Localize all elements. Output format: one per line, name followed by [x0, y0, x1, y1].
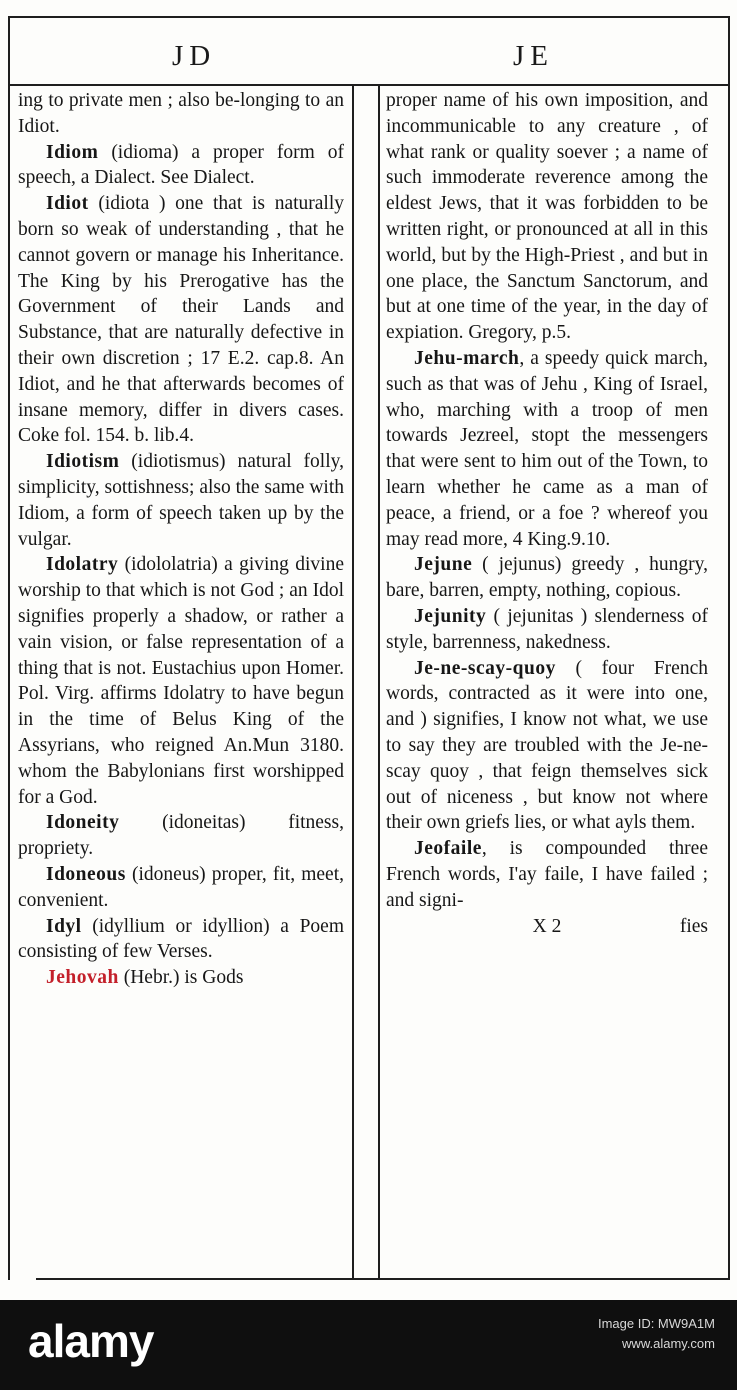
- entry-idiot: Idiot (idiota ) one that is naturally born so weak of understanding , that he cannot govern or manage his Inheritance. The King by his Prerogative has the Government of their Lands and Substance, that are naturally defective in their own discretion ; 17 E.2. cap.8. An Idiot, and he that afterwards becomes of insane memory, differ in divers cases. Coke fol. 154. b. lib.4.: [18, 193, 344, 447]
- entry-idoneous: Idoneous (idoneus) proper, fit, meet, convenient.: [18, 863, 344, 911]
- alamy-logo: alamy: [28, 1315, 154, 1367]
- right-running-head: JE: [513, 40, 554, 72]
- column-divider-left: [352, 86, 354, 1278]
- image-id-block: [598, 1314, 715, 1354]
- left-column: [18, 88, 344, 991]
- watermark-band: [0, 1300, 737, 1390]
- header-rule: [8, 84, 730, 86]
- left-border-rule: [8, 16, 10, 1280]
- entry-jehovah: Jehovah (Hebr.) is Gods: [46, 967, 244, 989]
- jehovah-red-headword: Jehovah: [46, 967, 119, 989]
- entry-idoneity: Idoneity (idoneitas) fitness, propriety.: [18, 812, 344, 860]
- right-entry-continued: proper name of his own imposition, and incommunicable to any creature , of what rank or quality soever ; a name of such immoderate reverence among the eldest Jews, that it was forbidden to be written right, or pronounced at all in this world, but by the High-Priest , and but in one place, the Sanctum Sanctorum, and but at one time of the year, in the day of expiation. Gregory, p.5.: [386, 90, 708, 344]
- signature-mark: X 2: [532, 915, 562, 937]
- entry-je-ne-scay-quoy: Je-ne-scay-quoy ( four French words, contracted as it were into one, and ) signifies, I know not what, we use to say they are troubled with the Je-ne-scay quoy , that feign themselves sick out of niceness , but know not where their own griefs lies, or what ayls them.: [386, 657, 708, 834]
- right-border-rule: [728, 16, 730, 1280]
- entry-idiom: Idiom (idioma) a proper form of speech, a Dialect. See Dialect.: [18, 141, 344, 189]
- catchword: fies: [679, 915, 708, 937]
- column-divider-right: [378, 86, 380, 1278]
- site-url-text: www.alamy.com: [622, 1336, 715, 1351]
- entry-jehu-march: Jehu-march, a speedy quick march, such as that was of Jehu , King of Israel, who, marching with a troop of men towards Jezreel, stopt the messengers that were sent to him out of the Town, to learn whether he came as a man of peace, a friend, or a foe ? whereof you may read more, 4 King.9.10.: [386, 347, 708, 550]
- top-border-rule: [8, 16, 730, 18]
- bottom-border-rule: [36, 1278, 730, 1280]
- left-running-head: JD: [172, 40, 217, 72]
- entry-idyl: Idyl (idyllium or idyllion) a Poem consisting of few Verses.: [18, 915, 344, 963]
- entry-jeofaile: Jeofaile, is compounded three French words, I'ay faile, I have failed ; and signi-: [386, 838, 708, 911]
- entry-idolatry: Idolatry (idololatria) a giving divine worship to that which is not God ; an Idol signifies properly a shadow, or rather a vain vision, or false representation of a thing that is not. Eustachius upon Homer. Pol. Virg. affirms Idolatry to have begun in the time of Belus King of the Assyrians, who reigned An.Mun 3180. whom the Babylonians first worshipped for a God.: [18, 554, 344, 808]
- left-entry-continued: ing to private men ; also be-longing to an Idiot.: [18, 90, 344, 137]
- page-footer-line: [386, 914, 708, 940]
- right-column: [386, 88, 708, 939]
- entry-jejune: Jejune ( jejunus) greedy , hungry, bare, barren, empty, nothing, copious.: [386, 554, 708, 602]
- image-id-text: Image ID: MW9A1M: [597, 1316, 715, 1331]
- entry-jejunity: Jejunity ( jejunitas ) slenderness of style, barrenness, nakedness.: [386, 605, 708, 653]
- entry-idiotism: Idiotism (idiotismus) natural folly, simplicity, sottishness; also the same with Idiom, a form of speech taken up by the vulgar.: [18, 451, 344, 550]
